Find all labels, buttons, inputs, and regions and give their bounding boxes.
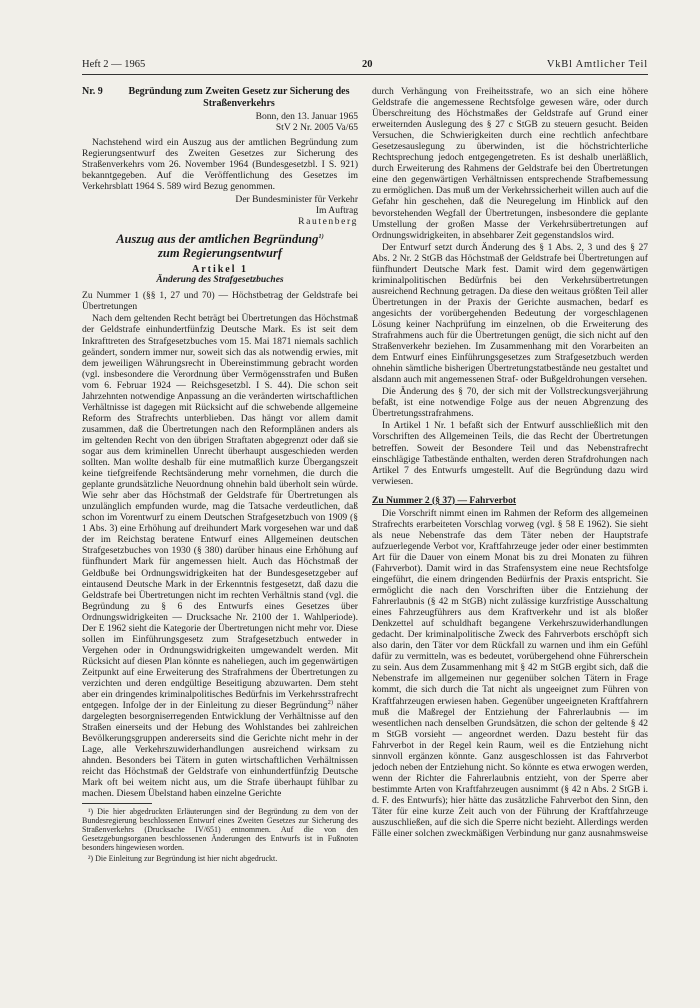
excerpt-heading-main: Auszug aus der amtlichen Begründung: [116, 232, 319, 247]
excerpt-heading-sub: zum Regierungsentwurf: [158, 245, 282, 260]
footnote-2: ²) Die Einleitung zur Begründung ist hier nicht abgedruckt.: [88, 854, 278, 864]
dateline: [82, 111, 358, 133]
dateline-reference: StV 2 Nr. 2005 Va/65: [275, 122, 358, 133]
page-header: [82, 58, 648, 72]
paragraph-text-a: Nach dem geltenden Recht beträgt bei Übertretungen das Höchstmaß der Geldstrafe einhundertfünfzig Deutsche Mark. Es ist seit dem Inkrafttreten des Strafgesetzbuches vom 15. Mai 1871 niemals sachlich geändert, sondern immer nur, soweit sich das als notwendig erwies, mit dem jeweiligen Währungsrecht in Übereinstimmung gebracht worden (vgl. insbesondere die Verordnung über Vermögensstrafen und Bußen vom 6. Februar 1924 — Reichsgesetzbl. I S. 44). Die schon seit Jahrzehnten notwendige Anpassung an die veränderten wirtschaftlichen Verhältnisse ist dagegen mit Rücksicht auf die schwebende allgemeine Reform des Strafrechts unterblieben. Das hängt vor allem damit zusammen, daß die Übertretungen nach den Reformplänen anders als im geltenden Recht von den übrigen Straftaten abgegrenzt oder daß sie sogar aus dem kriminellen Unrecht überhaupt ausgeschieden werden sollten. Man wollte deshalb für eine mutmaßlich kurze Übergangszeit keine tiefgreifende Rechtsänderung mehr vornehmen, die durch die geplante grundsätzliche Neuordnung ohnehin bald überholt sein würde. Wie sehr aber das Höchstmaß der Geldstrafe für Übertretungen als unzulänglich empfunden wurde, mag die Tatsache verdeutlichen, daß schon im Vorentwurf zu einem Deutschen Strafgesetzbuch von 1909 (§ 1 Abs. 3) eine Erhöhung auf dreihundert Mark vorgesehen war und daß der im Reichstag beratene Entwurf eines Allgemeinen deutschen Strafgesetzbuches von 1930 (§ 380) darüber hinaus eine Erhöhung auf fünfhundert Mark für angemessen hielt. Auch das Höchstmaß der Geldbuße bei Ordnungswidrigkeiten hat der Bundesgesetzgeber auf eintausend Deutsche Mark in der Erkenntnis festgesetzt, daß dazu die Geldstrafe bei Übertretungen nicht im rechten Verhältnis stand (vgl. die Begründung zu § 6 des Entwurfs eines Gesetzes über Ordnungswidrigkeiten — Drucksache Nr. 2100 der 1. Wahlperiode). Der E 1962 sieht die Kategorie der Übertretungen nicht mehr vor. Diese sollen im Einführungsgesetz zum Strafgesetzbuch entweder in Vergehen oder in Ordnungswidrigkeiten umgewandelt werden. Mit Rücksicht auf diesen Plan könnte es naheliegen, auch im gegenwärtigen Zeitpunkt auf eine Erweiterung des Strafrahmens der Übertretungen zu verzichten und deren endgültige Beseitigung abzuwarten. Dem steht aber ein dringendes kriminalpolitisches Bedürfnis im Verkehrsstrafrecht entgegen. Infolge der in der Einleitung zu dieser Begründung: [82, 313, 358, 712]
dateline-date: Bonn, den 13. Januar 1965: [255, 111, 358, 122]
excerpt-heading-footnote-marker: 1): [318, 233, 324, 241]
signature-ministry: Der Bundesminister für Verkehr: [235, 194, 358, 206]
page-number: 20: [362, 59, 373, 70]
zu-nummer-1-heading: Zu Nummer 1 (§§ 1, 27 und 70) — Höchstbetrag der Geldstrafe bei Übertretungen: [82, 290, 358, 313]
paragraph: durch Verhängung von Freiheitsstrafe, wo an sich eine höhere Geldstrafe die angemessene Rechtsfolge gewesen wäre, oder durch Überschreitung des Höchstmaßes der Geldstrafe auf Grund einer erweiternden Auslegung des § 27 c StGB zu steuern gesucht. Beiden Versuchen, die Schwierigkeiten durch eine rechtlich anfechtbare Gesetzesauslegung zu überwinden, ist die höchstrichterliche Rechtsprechung jedoch entgegengetreten. Es ist deshalb unerläßlich, durch Erweiterung des Rahmens der Geldstrafe bei den Übertretungen eine den gegenwärtigen Verhältnissen entsprechende Strafbemessung zu ermöglichen. Das muß um der Verkehrssicherheit willen auch auf die Gefahr hin geschehen, daß die Neuregelung im Hinblick auf den bevorstehenden Wegfall der Übertretungen, insbesondere die geplante Umstellung der großen Masse der Verkehrsübertretungen auf Ordnungswidrigkeiten, in absehbarer Zeit gegenstandslos wird.: [372, 86, 648, 241]
footnote-rule: [82, 803, 152, 804]
issue-label: Heft 2 — 1965: [82, 59, 146, 70]
footnote-marker-2: 2): [327, 698, 333, 706]
paragraph: Die Vorschrift nimmt einen im Rahmen der Reform des allgemeinen Strafrechts erarbeiteten Vorschlag vorweg (vgl. § 58 E 1962). Sie sieht als neue Nebenstrafe das dem Täter neben der Hauptstrafe aufzuerlegende Verbot vor, Kraftfahrzeuge jeder oder einer bestimmten Art für die Dauer von einem Monat bis zu drei Monaten zu führen (Fahrverbot). Damit wird in das Strafensystem eine neue Rechtsfolge eingeführt, die einem dringenden Bedürfnis der Praxis entspricht. Sie ermöglicht die nach den Vorschriften über die Entziehung der Fahrerlaubnis (§ 42 m StGB) nicht zulässige kurzfristige Ausschaltung eines Fahrzeugführers aus dem Kraftverkehr und ist als bloßer Denkzettel auf schuldhaft begangene Verkehrszuwiderhandlungen gedacht. Der kriminalpolitische Zweck des Fahrverbots erschöpft sich also darin, den Täter vor dem Rückfall zu warnen und ihm ein Gefühl dafür zu vermitteln, was es bedeutet, vorübergehend ohne Führerschein zu sein. Aus dem Zusammenhang mit § 42 m StGB ergibt sich, daß die Nebenstrafe im allgemeinen nur gegenüber solchen Tätern in Frage kommt, die sich durch die Tat nicht als ungeeignet zum Führen von Kraftfahrzeugen erwiesen haben. Gegenüber ungeeigneten Kraftfahrern muß die Maßregel der Entziehung der Fahrerlaubnis — im wesentlichen nach denselben Grundsätzen, die schon der geltende § 42 m StGB vorsieht — angeordnet werden. Dazu besteht für das Fahrverbot in der Regel kein Raum, weil es die Entziehung nicht sinnvoll ergänzen könnte. Ganz ausgeschlossen ist das Fahrverbot jedoch neben der Entziehung nicht. So könnte es etwa erwogen werden, wenn der Richter die Fahrerlaubnis entzieht, von der Sperre aber bestimmte Arten von Kraftfahrzeugen ausnimmt (§ 42 n Abs. 2 StGB i. d. F. des Entwurfs); hier hätte das zusätzliche Fahrverbot den Sinn, den Täter für eine kurze Zeit auch von der Führung der Kraftfahrzeuge auszuschließen, auf die sich die Sperre nicht bezieht. Allerdings werden Fälle einer solchen zweckmäßigen Verbindung nur ganz ausnahmsweise: [372, 507, 648, 840]
footnote-1: ¹) Die hier abgedruckten Erläuterungen sind der Begründung zu dem von der Bundesregierung beschlossenen Entwurf eines Zweiten Gesetzes zur Sicherung des Straßenverkehrs (Drucksache IV/651) entnommen. Auf die von den Gesetzgebungsorganen beschlossenen Änderungen des Entwurfs ist in Fußnoten besonders hingewiesen worden.: [82, 807, 358, 853]
right-column: [372, 86, 648, 998]
notice-intro: Nachstehend wird ein Auszug aus der amtlichen Begründung zum Regierungsentwurf des Zweiten Gesetzes zur Sicherung des Straßenverkehrs vom 26. November 1964 (Bundesgesetzbl. I S. 921) bekanntgegeben. Auf die Veröffentlichung des Gesetzes im Verkehrsblatt 1964 S. 589 wird Bezug genommen.: [82, 137, 358, 193]
publication-label: VkBl Amtlicher Teil: [546, 59, 648, 70]
paragraph: Der Entwurf setzt durch Änderung des § 1 Abs. 2, 3 und des § 27 Abs. 2 Nr. 2 StGB das Höchstmaß der Geldstrafe bei Übertretungen auf fünfhundert Deutsche Mark fest. Damit wird dem gegenwärtigen kriminalpolitischen Bedürfnis bei den Verkehrsübertretungen ausreichend Rechnung getragen. Da diese den weitaus größten Teil aller Übertretungen in der Praxis der Gerichte ausmachen, bedarf es angesichts der vorübergehenden Bedeutung der vorgeschlagenen Lösung keiner Nachprüfung im einzelnen, ob die Erweiterung des Strafrahmens auch für die Übertretungen genügt, die sich nicht auf den Straßenverkehr beziehen. Im Zusammenhang mit den Vorarbeiten an dem Entwurf eines Einführungsgesetzes zum Strafgesetzbuch werden ohnehin sämtliche bisherigen Übertretungstatbestände neu gestaltet und alsdann auch mit angemessenen Straf- oder Bußgeldrohungen versehen.: [372, 241, 648, 386]
signature-auftrag: Im Auftrag: [315, 205, 358, 217]
left-column: [82, 86, 358, 998]
header-rule: [82, 74, 648, 75]
paragraph: Die Änderung des § 70, der sich mit der Vollstreckungsverjährung befaßt, ist eine notwendige Folge aus der neuen Abgrenzung des Übertretungsstrafrahmens.: [372, 386, 648, 420]
signature-name: Rautenberg: [298, 216, 358, 228]
paragraph: [82, 313, 358, 799]
excerpt-heading: [82, 233, 358, 260]
paragraph: In Artikel 1 Nr. 1 befaßt sich der Entwurf ausschließlich mit den Vorschriften des Allgemeinen Teils, die das Recht der Übertretungen betreffen. Soweit der Besondere Teil und das Nebenstrafrecht einschlägige Tatbestände enthalten, werden deren Strafdrohungen nach Artikel 7 des Entwurfs umgestellt. Auf die Begründung dazu wird verwiesen.: [372, 420, 648, 487]
paragraph-text-b: näher dargelegten besorgniserregenden Entwicklung der Verhältnisse auf den Straßen einerseits und der Hebung des Wohlstandes bei zahlreichen Bevölkerungsgruppen andererseits sind die Gerichte nicht mehr in der Lage, alle Verkehrszuwiderhandlungen ausreichend wirksam zu ahnden. Besonders bei Tätern in guten wirtschaftlichen Verhältnissen reicht das Höchstmaß der Geldstrafe von einhundertfünfzig Deutsche Mark oft bei weitem nicht aus, um die Strafe überhaupt fühlbar zu machen. Diesem Übelstand haben einzelne Gerichte: [82, 700, 358, 800]
notice-number: Nr. 9: [82, 86, 103, 97]
artikel-heading: Artikel 1: [191, 264, 249, 276]
artikel-subheading: Änderung des Strafgesetzbuches: [156, 275, 284, 286]
notice-heading: [82, 86, 358, 109]
zu-nummer-2-heading: Zu Nummer 2 (§ 37) — Fahrverbot: [372, 494, 517, 506]
notice-title: Begründung zum Zweiten Gesetz zur Sicherung des Straßenverkehrs: [128, 86, 350, 109]
signature-block: [82, 194, 358, 227]
